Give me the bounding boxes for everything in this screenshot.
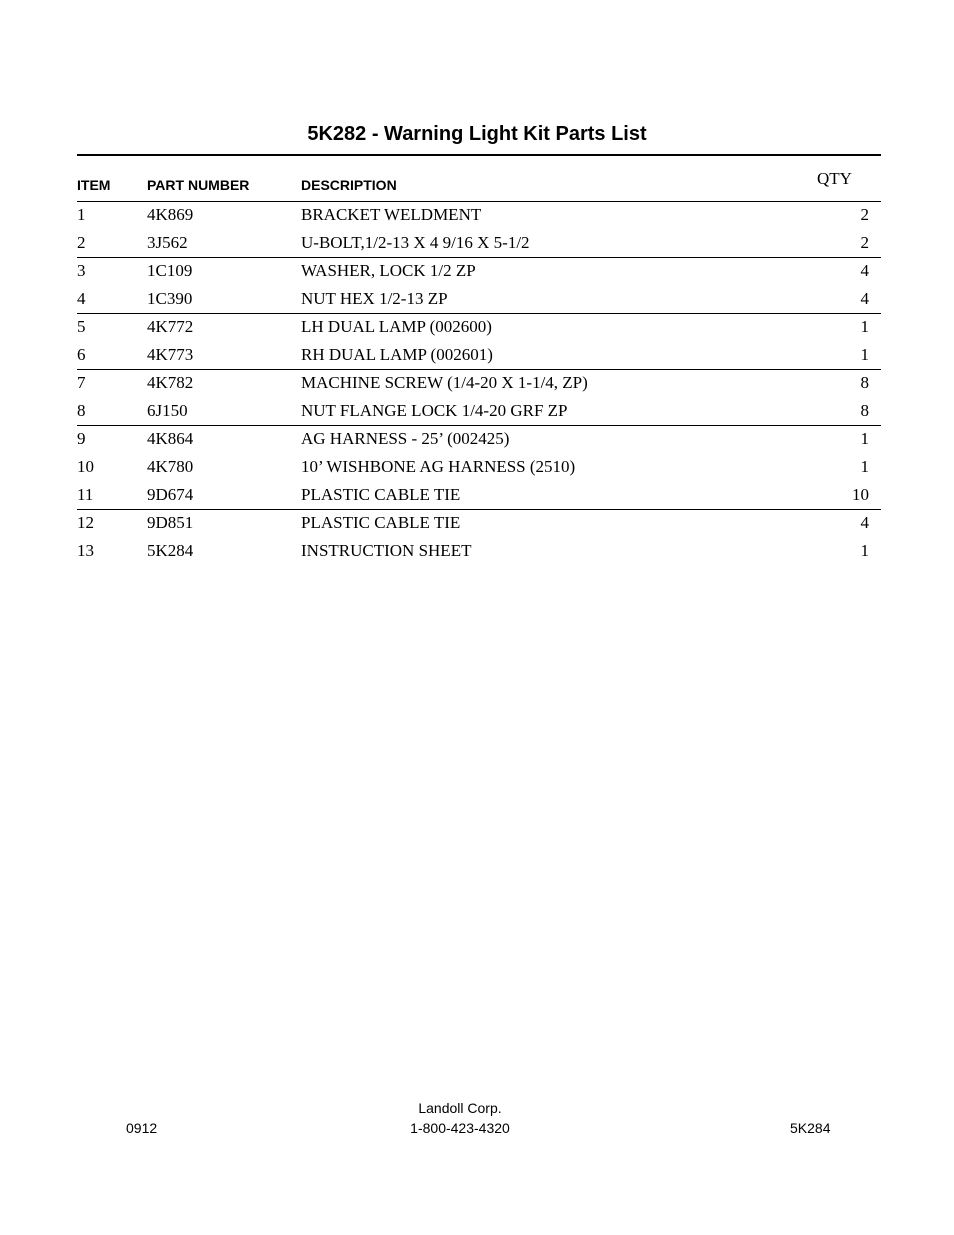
part-qty: 4 [860, 261, 869, 280]
part-number: 1C109 [147, 261, 193, 280]
item-number: 11 [77, 485, 94, 504]
item-number: 8 [77, 401, 86, 420]
table-row [77, 426, 881, 454]
footer-date-code: 0912 [126, 1120, 158, 1136]
part-qty: 8 [860, 401, 869, 420]
table-row [77, 286, 881, 314]
part-description: NUT FLANGE LOCK 1/4-20 GRF ZP [301, 401, 568, 420]
part-number: 9D674 [147, 485, 194, 504]
part-number: 4K772 [147, 317, 194, 336]
table-header [77, 166, 881, 202]
part-qty: 8 [860, 373, 869, 392]
part-description: INSTRUCTION SHEET [301, 541, 472, 560]
part-qty: 4 [860, 513, 869, 532]
item-number: 6 [77, 345, 86, 364]
part-description: RH DUAL LAMP (002601) [301, 345, 493, 364]
part-qty: 1 [860, 541, 869, 560]
part-description: AG HARNESS - 25’ (002425) [301, 429, 510, 448]
table-row [77, 258, 881, 286]
column-header-description: DESCRIPTION [301, 177, 397, 193]
table-row [77, 202, 881, 230]
part-description: LH DUAL LAMP (002600) [301, 317, 492, 336]
column-header-part-number: PART NUMBER [147, 177, 250, 193]
part-number: 4K773 [147, 345, 194, 364]
table-row [77, 454, 881, 482]
table-row [77, 370, 881, 398]
table-row [77, 230, 881, 258]
part-description: MACHINE SCREW (1/4-20 X 1-1/4, ZP) [301, 373, 588, 392]
table-row [77, 482, 881, 510]
parts-table-body [77, 202, 881, 566]
item-number: 3 [77, 261, 86, 280]
table-row [77, 510, 881, 538]
part-qty: 2 [860, 233, 869, 252]
part-description: BRACKET WELDMENT [301, 205, 482, 224]
part-qty: 1 [860, 429, 869, 448]
item-number: 4 [77, 289, 86, 308]
part-description: PLASTIC CABLE TIE [301, 485, 461, 504]
part-number: 1C390 [147, 289, 193, 308]
item-number: 10 [77, 457, 94, 476]
part-qty: 1 [860, 345, 869, 364]
part-qty: 10 [852, 485, 869, 504]
item-number: 12 [77, 513, 94, 532]
item-number: 13 [77, 541, 94, 560]
part-number: 3J562 [147, 233, 188, 252]
part-description: U-BOLT,1/2-13 X 4 9/16 X 5-1/2 [301, 233, 530, 252]
part-number: 4K869 [147, 205, 194, 224]
footer-document-code: 5K284 [790, 1120, 831, 1136]
page-title: 5K282 - Warning Light Kit Parts List [307, 123, 647, 145]
part-qty: 2 [860, 205, 869, 224]
column-header-qty: QTY [817, 169, 852, 188]
item-number: 5 [77, 317, 86, 336]
part-number: 4K864 [147, 429, 194, 448]
part-number: 6J150 [147, 401, 188, 420]
part-description: 10’ WISHBONE AG HARNESS (2510) [301, 457, 576, 476]
part-description: NUT HEX 1/2-13 ZP [301, 289, 448, 308]
table-row [77, 342, 881, 370]
footer-company: Landoll Corp. [418, 1100, 502, 1116]
part-qty: 1 [860, 317, 869, 336]
item-number: 9 [77, 429, 86, 448]
item-number: 2 [77, 233, 86, 252]
part-number: 9D851 [147, 513, 194, 532]
title-divider [77, 154, 881, 156]
item-number: 7 [77, 373, 86, 392]
part-number: 5K284 [147, 541, 194, 560]
part-qty: 1 [860, 457, 869, 476]
part-description: PLASTIC CABLE TIE [301, 513, 461, 532]
table-row [77, 538, 881, 566]
table-row [77, 398, 881, 426]
part-description: WASHER, LOCK 1/2 ZP [301, 261, 476, 280]
part-number: 4K782 [147, 373, 194, 392]
part-number: 4K780 [147, 457, 194, 476]
footer-phone: 1-800-423-4320 [410, 1120, 510, 1136]
column-header-item: ITEM [77, 177, 111, 193]
table-row [77, 314, 881, 342]
part-qty: 4 [860, 289, 869, 308]
item-number: 1 [77, 205, 86, 224]
